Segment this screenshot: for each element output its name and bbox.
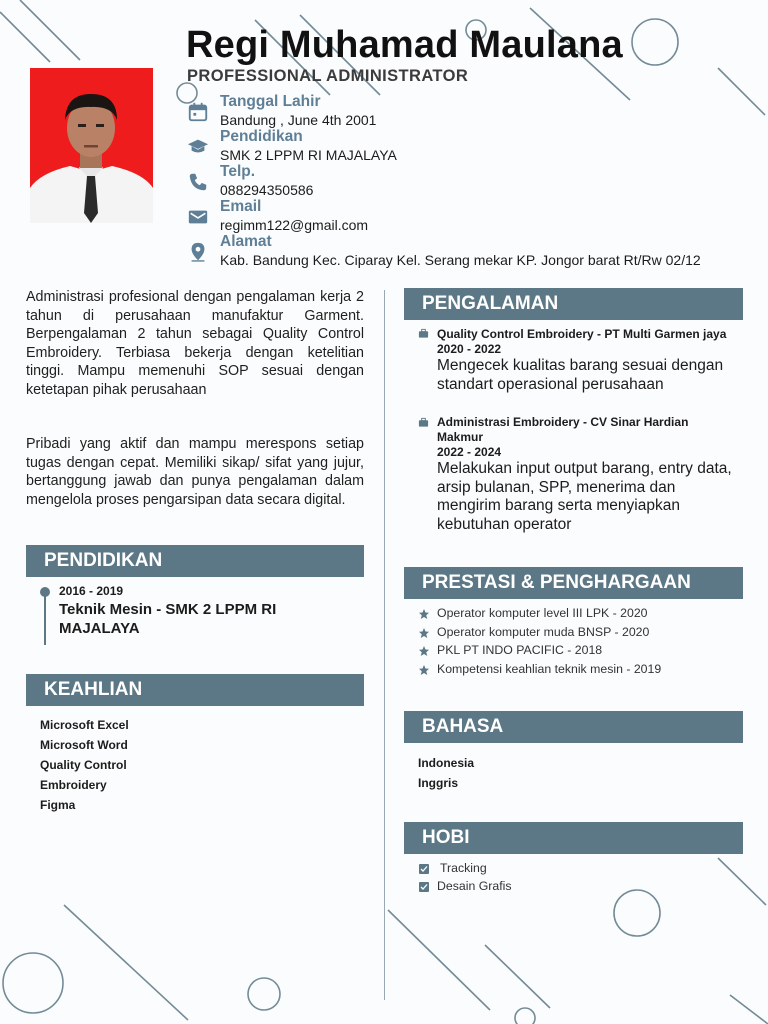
star-icon (418, 608, 430, 620)
graduation-cap-icon (187, 136, 209, 158)
achievement-item: Operator komputer muda BNSP - 2020 (437, 625, 650, 639)
deco-circle (632, 19, 678, 65)
profile-photo (30, 68, 153, 223)
skill-item: Microsoft Excel (40, 718, 129, 732)
experience-description: Melakukan input output barang, entry data, arsip bulanan, SPP, menerima dan mengirim barang serta menyiapkan kebutuhan operator (437, 460, 732, 533)
skill-item: Quality Control (40, 758, 127, 772)
info-label-birth: Tanggal Lahir (220, 93, 321, 110)
deco-circle (248, 978, 280, 1010)
deco-circle (177, 83, 197, 103)
checkbox-icon (418, 863, 430, 875)
language-item: Inggris (418, 776, 459, 790)
info-value-birth: Bandung , June 4th 2001 (220, 112, 377, 128)
deco-line (718, 858, 766, 905)
info-value-address: Kab. Bandung Kec. Ciparay Kel. Serang mekar KP. Jongor barat Rt/Rw 02/12 (220, 252, 701, 268)
summary-paragraph-2: Pribadi yang aktif dan mampu merespons setiap tugas dengan cepat. Memiliki sikap/ sifat yang jujur, bertanggung jawab dan punya pengalaman dalam mengelola proses pengarsipan data secara digital. (26, 436, 364, 508)
education-period: 2016 - 2019 (59, 584, 124, 598)
hobby-item: Tracking (440, 861, 487, 875)
timeline-dot (40, 587, 50, 597)
deco-circle (614, 890, 660, 936)
achievement-item: Kompetensi keahlian teknik mesin - 2019 (437, 662, 662, 676)
summary-paragraph-1: Administrasi profesional dengan pengalaman kerja 2 tahun di perusahaan manufaktur Garment. Berpengalaman 2 tahun sebagai Quality Control Embroidery. Terbiasa bekerja dengan ketelitian tinggi. Mampu memenuhi SOP sesuai dengan ketetapan pihak perusahaan (26, 289, 364, 398)
phone-icon (187, 171, 209, 193)
info-label-phone: Telp. (220, 163, 256, 180)
skill-item: Figma (40, 798, 76, 812)
section-title-hobbies: HOBI (404, 822, 743, 854)
info-value-education: SMK 2 LPPM RI MAJALAYA (220, 147, 397, 163)
deco-line (485, 945, 550, 1008)
section-title-experience: PENGALAMAN (404, 288, 743, 320)
calendar-icon (187, 101, 209, 123)
hobby-item: Desain Grafis (437, 879, 512, 893)
briefcase-icon (418, 417, 429, 428)
achievement-item: Operator komputer level III LPK - 2020 (437, 606, 648, 620)
deco-line (0, 12, 50, 62)
deco-line (388, 910, 490, 1010)
section-title-skills: KEAHLIAN (26, 674, 364, 706)
candidate-name: Regi Muhamad Maulana (186, 24, 623, 66)
experience-period: 2020 - 2022 (437, 342, 502, 356)
candidate-role: PROFESSIONAL ADMINISTRATOR (187, 67, 469, 85)
section-title-education: PENDIDIKAN (26, 545, 364, 577)
briefcase-icon (418, 328, 429, 339)
star-icon (418, 664, 430, 676)
experience-description: Mengecek kualitas barang sesuai dengan standart operasional perusahaan (437, 357, 724, 393)
info-label-address: Alamat (220, 233, 272, 250)
skill-item: Microsoft Word (40, 738, 128, 752)
education-school: Teknik Mesin - SMK 2 LPPM RI MAJALAYA (59, 601, 277, 637)
deco-circle (515, 1008, 535, 1024)
column-divider (384, 290, 385, 1000)
email-icon (187, 206, 209, 228)
section-title-achievements: PRESTASI & PENGHARGAAN (404, 567, 743, 599)
info-value-email: regimm122@gmail.com (220, 217, 369, 233)
deco-line (730, 995, 768, 1024)
deco-line (64, 905, 188, 1020)
star-icon (418, 627, 430, 639)
skill-item: Embroidery (40, 778, 107, 792)
achievement-item: PKL PT INDO PACIFIC - 2018 (437, 643, 603, 657)
deco-line (718, 68, 765, 115)
deco-line (20, 0, 80, 60)
checkbox-icon (418, 881, 430, 893)
timeline-line (44, 591, 46, 645)
experience-role: Administrasi Embroidery - CV Sinar Hardian Makmur (437, 415, 689, 444)
language-item: Indonesia (418, 756, 475, 770)
star-icon (418, 645, 430, 657)
info-label-email: Email (220, 198, 262, 215)
deco-circle (3, 953, 63, 1013)
section-title-languages: BAHASA (404, 711, 743, 743)
info-label-education: Pendidikan (220, 128, 303, 145)
experience-role: Quality Control Embroidery - PT Multi Garmen jaya (437, 327, 727, 341)
location-pin-icon (187, 241, 209, 263)
info-value-phone: 088294350586 (220, 182, 314, 198)
experience-period: 2022 - 2024 (437, 445, 502, 459)
